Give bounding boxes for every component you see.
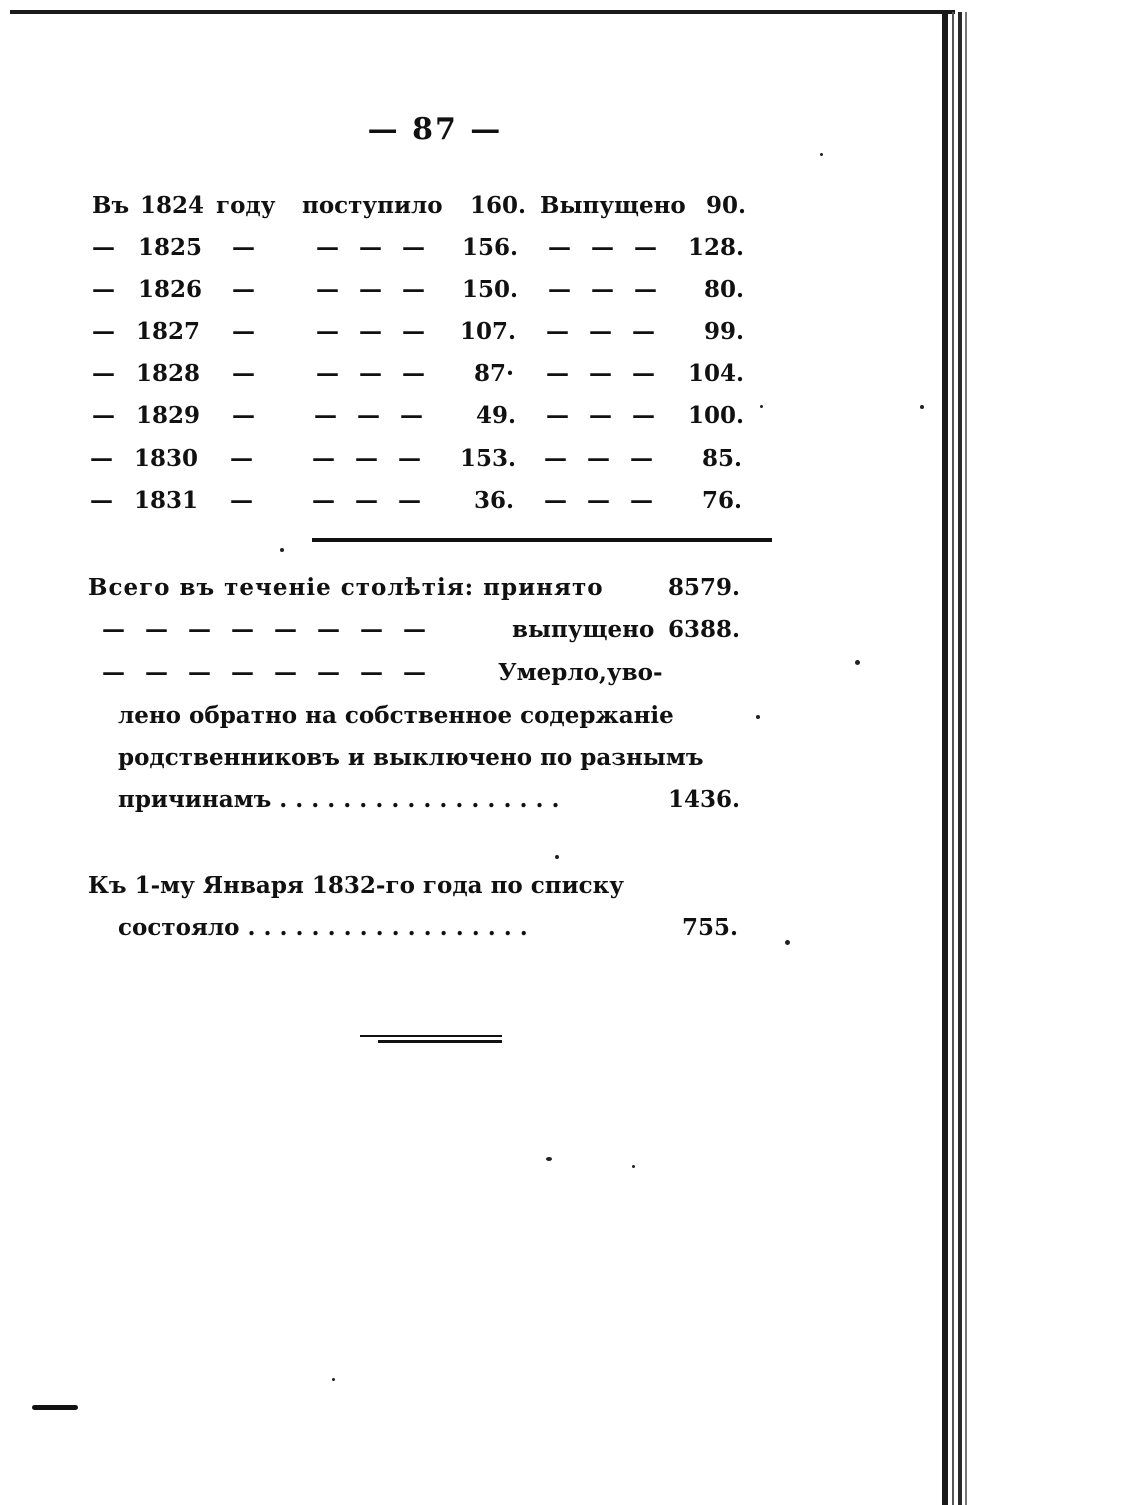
released-value: 128. xyxy=(687,234,744,261)
admitted-dash: — — — xyxy=(316,276,432,303)
row-year: 1828 xyxy=(136,360,201,387)
row-year: 1824 xyxy=(140,192,205,219)
end-rule xyxy=(378,1040,502,1043)
released-dash: — — — xyxy=(548,276,664,303)
total-deceased-text-line-2: лено обратно на собственное содержаніе xyxy=(118,702,674,729)
page-top-edge xyxy=(10,10,955,14)
row-unit: — xyxy=(230,445,253,472)
row-unit: — xyxy=(232,318,255,345)
row-prefix: — xyxy=(92,360,115,387)
total-admitted-label: Всего въ теченіе столѣтія: принято xyxy=(88,574,604,601)
end-rule xyxy=(360,1035,502,1037)
row-prefix: — xyxy=(92,234,115,261)
row-year: 1831 xyxy=(134,487,199,514)
admitted-dash: — — — xyxy=(316,360,432,387)
row-unit: — xyxy=(232,402,255,429)
status-label: состояло . . . . . . . . . . . . . . . . . . xyxy=(118,914,528,941)
row-prefix: — xyxy=(92,276,115,303)
released-dash: — — — xyxy=(546,402,662,429)
released-value: 80. xyxy=(703,276,744,303)
admitted-value: 49. xyxy=(475,402,516,429)
released-dash: — — — xyxy=(544,445,660,472)
row-year: 1829 xyxy=(136,402,201,429)
sum-rule xyxy=(312,538,772,542)
released-label: Выпущено xyxy=(540,192,686,219)
admitted-value: 153. xyxy=(459,445,516,472)
admitted-dash: — — — xyxy=(312,487,428,514)
total-deceased-value: 1436. xyxy=(667,786,740,813)
page-number: — 87 — xyxy=(367,112,503,147)
admitted-value: 107. xyxy=(459,318,516,345)
released-value: 100. xyxy=(687,402,744,429)
row-year: 1830 xyxy=(134,445,199,472)
row-prefix: — xyxy=(90,487,113,514)
total-deceased-dash: — — — — — — — — xyxy=(102,659,433,686)
status-value: 755. xyxy=(681,914,738,941)
released-value: 76. xyxy=(701,487,742,514)
released-value: 99. xyxy=(703,318,744,345)
released-dash: — — — xyxy=(546,360,662,387)
admitted-dash: — — — xyxy=(314,402,430,429)
total-released-dash: — — — — — — — — xyxy=(102,616,433,643)
released-dash: — — — xyxy=(546,318,662,345)
released-dash: — — — xyxy=(548,234,664,261)
row-unit: — xyxy=(230,487,253,514)
row-year: 1826 xyxy=(138,276,203,303)
row-unit: — xyxy=(232,234,255,261)
released-value: 90. xyxy=(705,192,746,219)
admitted-label: поступило xyxy=(302,192,443,219)
admitted-value: 87· xyxy=(473,360,514,387)
row-unit: году xyxy=(216,192,276,219)
admitted-value: 36. xyxy=(473,487,514,514)
admitted-dash: — — — xyxy=(312,445,428,472)
total-deceased-text-line-3: родственниковъ и выключено по разнымъ xyxy=(118,744,704,771)
total-admitted-value: 8579. xyxy=(667,574,740,601)
admitted-value: 160. xyxy=(469,192,526,219)
released-value: 104. xyxy=(687,360,744,387)
row-unit: — xyxy=(232,276,255,303)
row-prefix: Въ xyxy=(92,192,130,219)
row-unit: — xyxy=(232,360,255,387)
row-year: 1827 xyxy=(136,318,201,345)
admitted-dash: — — — xyxy=(316,234,432,261)
margin-mark xyxy=(32,1405,78,1410)
row-prefix: — xyxy=(90,445,113,472)
page-binding-edge xyxy=(930,12,970,1505)
admitted-value: 156. xyxy=(461,234,518,261)
admitted-dash: — — — xyxy=(316,318,432,345)
total-released-value: 6388. xyxy=(667,616,740,643)
total-deceased-label: Умерло,уво- xyxy=(498,659,663,686)
status-line-1: Къ 1-му Января 1832-го года по списку xyxy=(88,872,625,899)
admitted-value: 150. xyxy=(461,276,518,303)
row-prefix: — xyxy=(92,318,115,345)
released-dash: — — — xyxy=(544,487,660,514)
total-deceased-reason: причинамъ . . . . . . . . . . . . . . . . . . xyxy=(118,786,560,813)
row-prefix: — xyxy=(92,402,115,429)
released-value: 85. xyxy=(701,445,742,472)
total-released-label: выпущено xyxy=(512,616,655,643)
row-year: 1825 xyxy=(138,234,203,261)
